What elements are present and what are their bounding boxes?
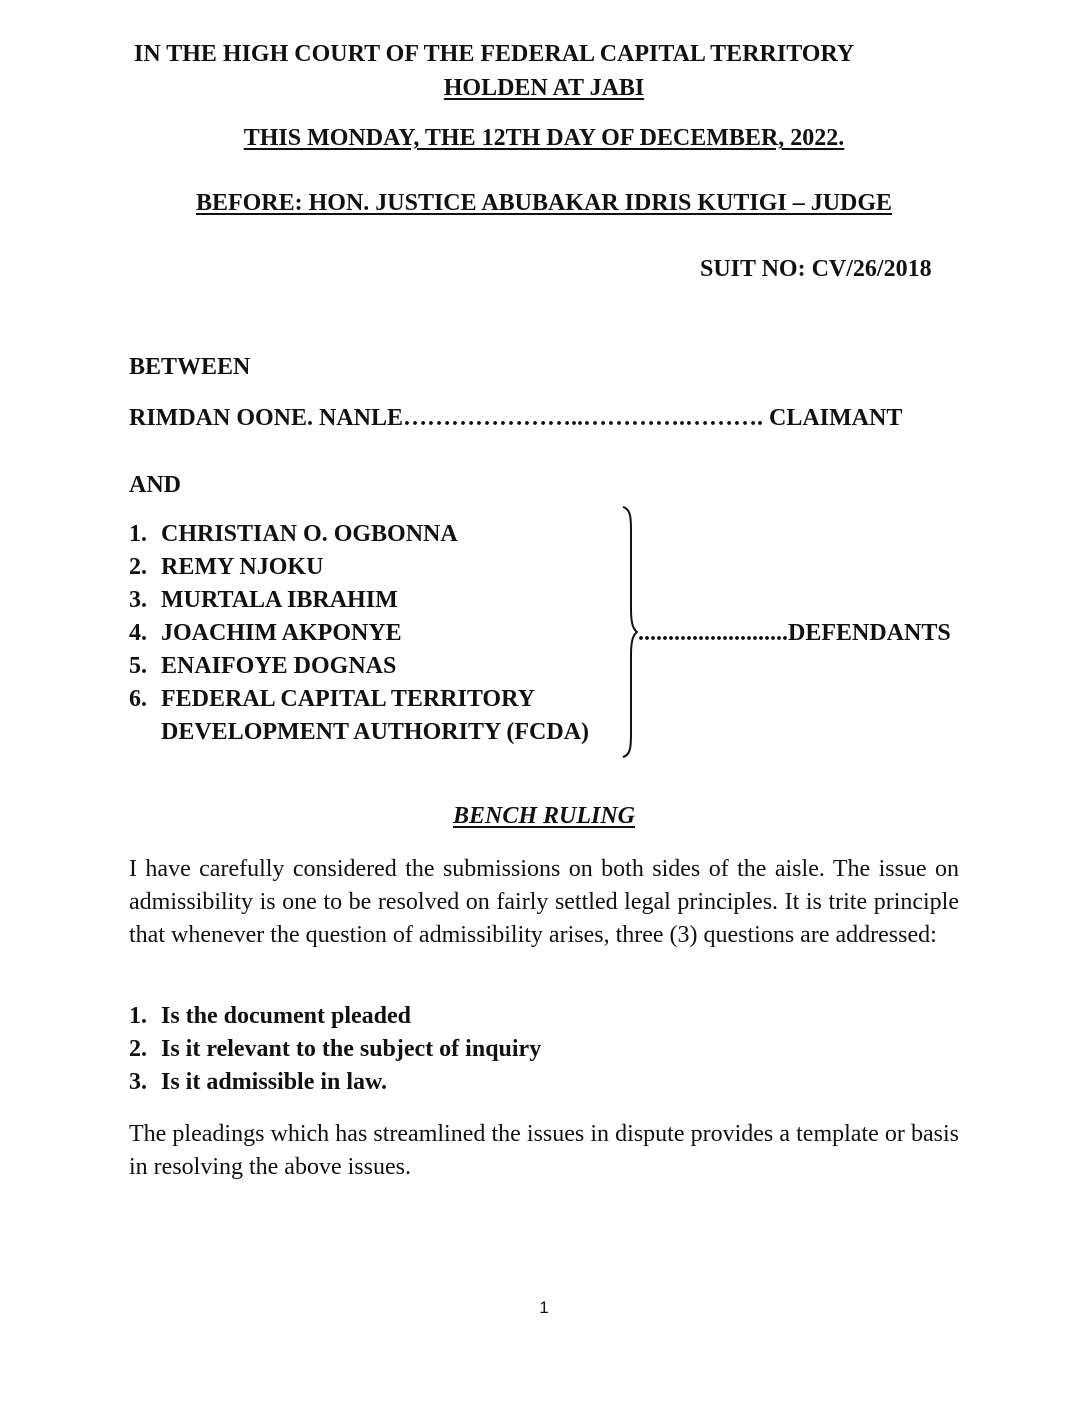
defendant-name: ENAIFOYE DOGNAS [161, 653, 397, 679]
defendant-number: 1. [129, 521, 147, 547]
defendant-name: FEDERAL CAPITAL TERRITORY [161, 686, 535, 712]
defendant-number: 2. [129, 554, 147, 580]
defendant-item [129, 620, 402, 647]
defendant-item [129, 686, 535, 713]
ruling-title: BENCH RULING [452, 803, 636, 829]
date-line [0, 125, 1088, 152]
page-number: 1 [539, 1298, 549, 1317]
defendant-number: 3. [129, 587, 147, 613]
ruling-title-line [0, 803, 1088, 830]
question-number: 1. [129, 1003, 147, 1029]
court-title: IN THE HIGH COURT OF THE FEDERAL CAPITAL TERRITORY [134, 41, 855, 67]
question-text: Is it admissible in law. [161, 1069, 388, 1095]
date-text: THIS MONDAY, THE 12TH DAY OF DECEMBER, 2022. [243, 125, 845, 151]
question-item [129, 1003, 411, 1030]
holden-text: HOLDEN AT JABI [443, 75, 645, 101]
defendant-number: 4. [129, 620, 147, 646]
defendant-number: 5. [129, 653, 147, 679]
defendant-item [129, 653, 396, 680]
before-line [0, 190, 1088, 217]
before-text: BEFORE: HON. JUSTICE ABUBAKAR IDRIS KUTIGI – JUDGE [195, 190, 893, 216]
ruling-paragraph-1: I have carefully considered the submissions on both sides of the aisle. The issue on admissibility is one to be resolved on fairly settled legal principles. It is trite principle that whenever the question of admissibility arises, three (3) questions are addressed: [129, 856, 959, 948]
defendant-item [129, 521, 458, 548]
defendant-item [129, 554, 323, 581]
question-number: 2. [129, 1036, 147, 1062]
defendant-item [129, 587, 398, 614]
defendant-name: REMY NJOKU [161, 554, 324, 580]
defendant-number: 6. [129, 686, 147, 712]
defendant-name: JOACHIM AKPONYE [161, 620, 402, 646]
defendant-name: CHRISTIAN O. OGBONNA [161, 521, 458, 547]
between-label: BETWEEN [129, 354, 251, 380]
suit-number: SUIT NO: CV/26/2018 [700, 256, 932, 282]
ruling-paragraph-2: The pleadings which has streamlined the issues in dispute provides a template or basis in resolving the above issues. [129, 1121, 959, 1180]
question-number: 3. [129, 1069, 147, 1095]
claimant-line: RIMDAN OONE. NANLE…………………..………….………. CLAIMANT [129, 405, 903, 431]
question-text: Is the document pleaded [161, 1003, 412, 1029]
question-item [129, 1036, 541, 1063]
defendant-6-continuation: DEVELOPMENT AUTHORITY (FCDA) [161, 719, 590, 745]
holden-line [0, 75, 1088, 102]
question-text: Is it relevant to the subject of inquiry [161, 1036, 542, 1062]
defendant-name: MURTALA IBRAHIM [161, 587, 398, 613]
question-item [129, 1069, 387, 1096]
and-label: AND [129, 472, 181, 498]
defendants-label: .........................DEFENDANTS [638, 620, 951, 646]
